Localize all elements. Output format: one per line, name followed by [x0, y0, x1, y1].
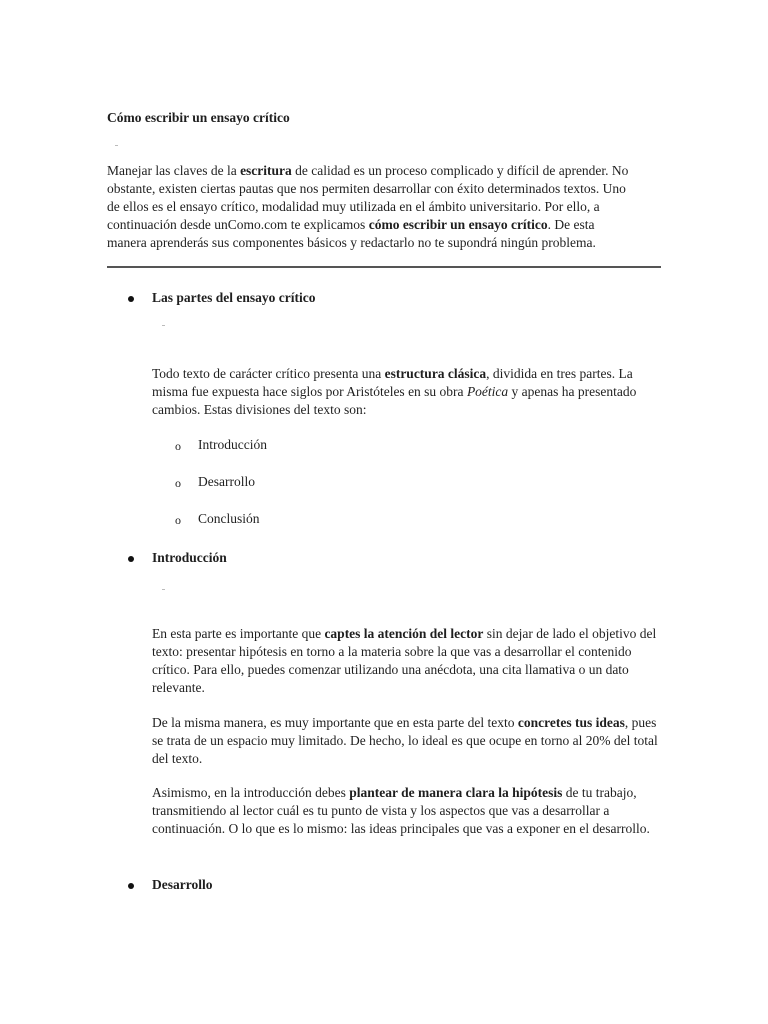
intro1-bold-1: captes la atención del lector — [324, 626, 484, 641]
intro-text-2: de calidad es un proceso complicado y difícil de aprender. No obstante, existen ciertas pautas que nos permiten desarrollar con éxito determinados textos. Uno de ellos es el ensayo crítico, modalidad muy utilizada en el ámbito universitario. Por ello, a continuación desde unComo.com te explicamos — [107, 163, 629, 232]
intro-bold-1: escritura — [240, 163, 292, 178]
intro-bold-2: cómo escribir un ensayo crítico — [368, 217, 548, 232]
partes-text-1: Todo texto de carácter crítico presenta una — [152, 366, 385, 381]
sub-bullet-icon: o — [175, 439, 181, 453]
intro2-bold-1: concretes tus ideas — [517, 715, 625, 730]
horizontal-rule — [107, 266, 661, 268]
sub-bullet-icon: o — [175, 476, 181, 490]
section-heading-introduccion: Introducción — [152, 550, 227, 565]
bullet-icon — [128, 296, 134, 302]
intro3-text-2: de tu trabajo, transmitiendo al lector cuál es tu punto de vista y los aspectos que vas a desarrollar a continuación. O lo que es lo mismo: las ideas principales que vas a exponer en el desarrollo. — [152, 785, 650, 836]
sub-item-conclusion: Conclusión — [198, 511, 260, 526]
intro2-text-2: , pues se trata de un espacio muy limitado. De hecho, lo ideal es que ocupe en torno al 20% del total del texto. — [152, 715, 658, 766]
introduccion-paragraph-1 — [152, 625, 662, 697]
bullet-icon — [128, 883, 134, 889]
paragraph-mark — [162, 589, 165, 590]
partes-bold-1: estructura clásica — [384, 366, 487, 381]
introduccion-paragraph-2 — [152, 714, 662, 768]
intro1-text-2: sin dejar de lado el objetivo del texto: presentar hipótesis en torno a la materia sobre la que vas a desarrollar el contenido crítico. Para ello, puedes comenzar utilizando una anécdota, una cita llamativa o un dato relevante. — [152, 626, 657, 695]
sub-bullet-icon: o — [175, 513, 181, 527]
introduccion-paragraph-3 — [152, 784, 662, 838]
section-heading-desarrollo: Desarrollo — [152, 877, 213, 892]
intro-text-1: Manejar las claves de la — [107, 163, 241, 178]
sub-item-introduccion: Introducción — [198, 437, 267, 452]
intro2-text-1: De la misma manera, es muy importante que en esta parte del texto — [152, 715, 518, 730]
document-title: Cómo escribir un ensayo crítico — [107, 110, 290, 125]
partes-paragraph — [152, 365, 662, 419]
bullet-icon — [128, 556, 134, 562]
intro3-bold-1: plantear de manera clara la hipótesis — [349, 785, 563, 800]
sub-item-desarrollo: Desarrollo — [198, 474, 255, 489]
intro-paragraph — [107, 162, 637, 252]
partes-text-2: , dividida en tres partes. La misma fue expuesta hace siglos por Aristóteles en su obra — [152, 366, 633, 399]
intro1-text-1: En esta parte es importante que — [152, 626, 325, 641]
paragraph-mark — [162, 325, 165, 326]
section-heading-partes: Las partes del ensayo crítico — [152, 290, 316, 305]
partes-italic-1: Poética — [466, 384, 509, 399]
partes-text-3: y apenas ha presentado cambios. Estas divisiones del texto son: — [152, 384, 637, 417]
intro-text-3: . De esta manera aprenderás sus componentes básicos y redactarlo no te supondrá ningún problema. — [107, 217, 596, 250]
intro3-text-1: Asimismo, en la introducción debes — [152, 785, 350, 800]
paragraph-mark — [115, 145, 118, 146]
